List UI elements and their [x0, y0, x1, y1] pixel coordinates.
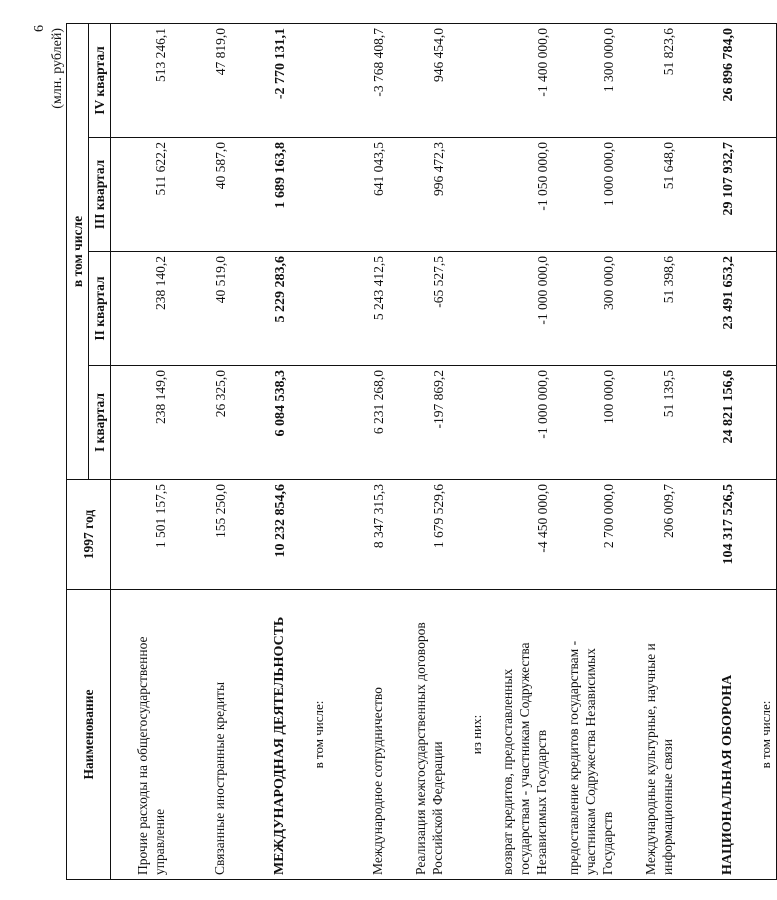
table-row [291, 23, 329, 879]
table-row [111, 23, 171, 879]
row-q2: 40 519,0 [171, 252, 231, 366]
row-year: 206 009,7 [619, 480, 679, 590]
table-row [231, 23, 291, 879]
row-q4: 47 819,0 [171, 23, 231, 137]
table-header [67, 23, 111, 879]
row-q3: 996 472,3 [389, 138, 449, 252]
row-year: -4 450 000,0 [487, 480, 553, 590]
row-q3: 51 648,0 [619, 138, 679, 252]
row-q1: 51 139,5 [619, 366, 679, 480]
row-year: 8 347 315,3 [329, 480, 389, 590]
row-q3: 29 107 932,7 [679, 138, 739, 252]
row-q3: 1 000 000,0 [553, 138, 619, 252]
table-row [449, 23, 487, 879]
row-q3: 511 622,2 [111, 138, 171, 252]
row-year: 2 700 000,0 [553, 480, 619, 590]
row-q4: 1 300 000,0 [553, 23, 619, 137]
header-name: Наименование [67, 590, 111, 880]
row-q3: 1 689 163,8 [231, 138, 291, 252]
row-subheading: из них: [449, 590, 487, 880]
header-q4: IV квартал [89, 23, 111, 137]
row-q3: 40 587,0 [171, 138, 231, 252]
row-q2: 238 140,2 [111, 252, 171, 366]
row-q1: 6 231 268,0 [329, 366, 389, 480]
row-q1: 24 821 156,6 [679, 366, 739, 480]
row-q1: 100 000,0 [553, 366, 619, 480]
table-row [739, 23, 777, 879]
row-q3: -1 050 000,0 [487, 138, 553, 252]
row-q1: 238 149,0 [111, 366, 171, 480]
row-name: возврат кредитов, предоставленных государствам - участникам Содружества Независимых Государств [487, 590, 553, 880]
table-row [619, 23, 679, 879]
row-name: НАЦИОНАЛЬНАЯ ОБОРОНА [679, 590, 739, 880]
row-q1: -197 869,2 [389, 366, 449, 480]
header-year: 1997 год [67, 480, 111, 590]
row-name: Реализация межгосударственных договоров Российской Федерации [389, 590, 449, 880]
row-year: 155 250,0 [171, 480, 231, 590]
row-q3: 641 043,5 [329, 138, 389, 252]
row-name: Связанные иностранные кредиты [171, 590, 231, 880]
row-q2: 300 000,0 [553, 252, 619, 366]
row-q4: 513 246,1 [111, 23, 171, 137]
header-q1: I квартал [89, 366, 111, 480]
row-name: Международные культурные, научные и информационные связи [619, 590, 679, 880]
row-q2: 23 491 653,2 [679, 252, 739, 366]
row-year: 1 501 157,5 [111, 480, 171, 590]
rotated-page [20, 20, 773, 880]
table-row [679, 23, 739, 879]
table-row [553, 23, 619, 879]
row-q4: 26 896 784,0 [679, 23, 739, 137]
budget-table [66, 23, 777, 880]
header-including: в том числе [67, 23, 89, 479]
row-subheading: в том числе: [291, 590, 329, 880]
row-name: Международное сотрудничество [329, 590, 389, 880]
row-q4: -3 768 408,7 [329, 23, 389, 137]
row-name: Прочие расходы на общегосударственное управление [111, 590, 171, 880]
row-q2: 51 398,6 [619, 252, 679, 366]
row-q1: -1 000 000,0 [487, 366, 553, 480]
row-q1: 6 084 538,3 [231, 366, 291, 480]
row-q2: 5 229 283,6 [231, 252, 291, 366]
table-row [389, 23, 449, 879]
row-year: 10 232 854,6 [231, 480, 291, 590]
row-q2: -65 527,5 [389, 252, 449, 366]
header-q2: II квартал [89, 252, 111, 366]
row-q4: -1 400 000,0 [487, 23, 553, 137]
page-number: 6 [32, 25, 47, 32]
table-row [171, 23, 231, 879]
units-label: (млн. рублей) [50, 28, 65, 109]
row-q4: 946 454,0 [389, 23, 449, 137]
table-row [329, 23, 389, 879]
header-q3: III квартал [89, 138, 111, 252]
row-subheading: в том числе: [739, 590, 777, 880]
row-q2: 5 243 412,5 [329, 252, 389, 366]
row-name: предоставление кредитов государствам - участникам Содружества Независимых Государств [553, 590, 619, 880]
row-q1: 26 325,0 [171, 366, 231, 480]
table-row [487, 23, 553, 879]
row-year: 104 317 526,5 [679, 480, 739, 590]
row-q2: -1 000 000,0 [487, 252, 553, 366]
row-name: МЕЖДУНАРОДНАЯ ДЕЯТЕЛЬНОСТЬ [231, 590, 291, 880]
row-q4: -2 770 131,1 [231, 23, 291, 137]
row-q4: 51 823,6 [619, 23, 679, 137]
row-year: 1 679 529,6 [389, 480, 449, 590]
